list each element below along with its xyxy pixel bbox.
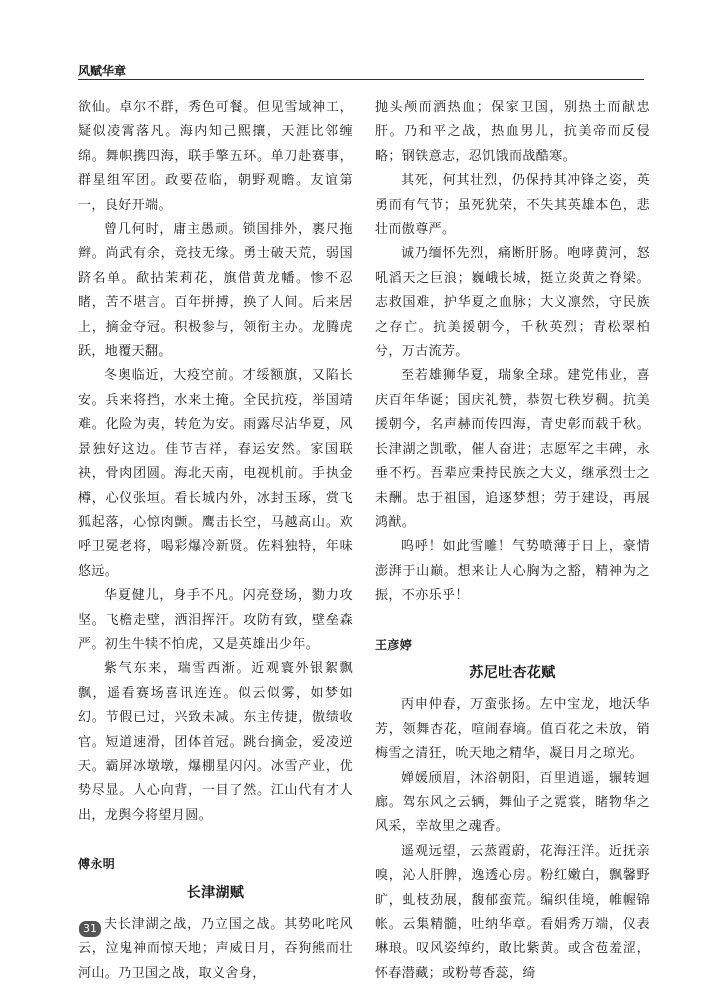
article-title: 长津湖赋 xyxy=(186,884,245,901)
left-intro-paragraph: 欲仙。卓尔不群，秀色可餐。但见雪域神工，疑似凌霄落凡。海内知己熙攘，天涯比邻缠绵。舞帜携四海，联手擎五环。单刀赴赛事，群星组军团。政要莅临，朝野观瞻。友谊第一，良好开端。 xyxy=(78,100,353,213)
author-name: 傅永明 xyxy=(78,857,116,872)
right-paragraph: 诚乃缅怀先烈，痛断肝肠。咆哮黄河，怒吼滔天之巨浪；巍峨长城，挺立炎黄之脊梁。志救国难，护华夏之血脉；大义凛然，守民族之存亡。抗美援朝今，千秋英烈；青松翠柏兮，万古流芳。 xyxy=(375,246,650,360)
article-title: 苏尼吐杏花赋 xyxy=(469,664,556,681)
left-column xyxy=(78,96,353,986)
left-paragraph: 曾几何时，庸主愚顽。锁国排外，裹尺拖辫。尚武有余，竞技无缘。勇士破天荒，弱国跻名单。歃拈茉莉花，旗借黄龙幡。惨不忍睹，苦不堪言。百年拼搏，换了人间。后来居上，摘金夺冠。积极参与，领衔主办。龙腾虎跃，地覆天翻。 xyxy=(78,222,353,360)
author-name: 王彦婷 xyxy=(375,637,413,652)
article-paragraph: 丙申仲春，万蛮张扬。左中宝龙，地沃华芳，领舞杏花，喧闹春墒。值百花之未放，销梅雪之清狂，吮天地之精华，凝日月之琼光。 xyxy=(375,697,650,762)
right-paragraph: 呜呼！如此雪雕！气势喷薄于日上，豪情澎湃于山巅。想来让人心胸为之豁，精神为之振，不亦乐乎！ xyxy=(375,539,650,604)
article-paragraph: 婵媛颀眉，沐浴朝阳，百里逍遥，辗转迴廊。驾东风之云辆，舞仙子之霓裳，睹物华之风采，幸故里之魂香。 xyxy=(375,770,650,835)
right-column xyxy=(375,96,650,986)
left-paragraph: 华夏健儿，身手不凡。闪亮登场，勠力攻坚。飞檐走壁，洒泪挥汗。攻防有致，壁垒森严。初生牛犊不怕虎，又是英雄出少年。 xyxy=(78,588,353,652)
header-divider xyxy=(78,79,644,80)
right-paragraph: 其死，何其壮烈，仍保持其冲锋之姿，英勇而有气节；虽死犹荣，不失其英雄本色，悲壮而傲尊严。 xyxy=(375,173,650,238)
article-paragraph: 夫长津湖之战，乃立国之战。其势叱咤风云，泣鬼神而惊天地；声威日月，吞狗熊而壮河山。乃卫国之战，取义舍身， xyxy=(78,917,353,981)
right-intro-paragraph: 抛头颅而洒热血；保家卫国，别热土而献忠肝。乃和平之战，热血男儿，抗美帝而反侵略；钢铁意志，忍饥饿而战酷寒。 xyxy=(375,100,650,164)
left-paragraph: 冬奥临近，大疫空前。才绥额旗，又陷长安。兵来将挡，水来土掩。全民抗疫，举国靖难。化险为夷，转危为安。雨露尽沾华夏，风景独好这边。佳节吉祥，春运安然。家国联袂，骨肉团圆。海北天南，电视机前。手执金樽，心仪张垣。看长城内外，冰封玉琢，赏飞狐起落，心惊肉颤。鹰击长空，马越高山。欢呼卫冕老将，喝彩爆冷新贤。佐料独特，年味悠远。 xyxy=(78,368,353,579)
left-paragraph: 紫气东来，瑞雪西渐。近观寰外银絮飘飘，遥看赛场喜讯连连。似云似雾，如梦如幻。节假已过，兴致未减。东主传捷，傲绩收官。短道速滑，团体首冠。跳台摘金，爱凌逆天。霸屏冰墩墩，爆棚星闪闪。冰雪产业，优势尽显。人心向背，一目了然。江山代有才人出，龙舆今将望月圆。 xyxy=(78,661,353,823)
spacer xyxy=(78,828,353,852)
right-paragraph: 至若雄狮华夏，瑞象全球。建党伟业，喜庆百年华诞；国庆礼赞，恭贺七秩岁稠。抗美援朝今，名声赫而传四海，青史彰而载千秋。长津湖之凯歌，催人奋进；志愿军之丰碑，永垂不朽。吾辈应秉持民族之大义，继承烈士之未酬。忠于祖国，追逐梦想；劳于建设，再展鸿猷。 xyxy=(375,368,650,530)
spacer xyxy=(375,609,650,633)
article-paragraph: 遥观远望，云蒸霞蔚，花海汪洋。近抚亲嗅，沁人肝脾，逸透心房。粉红嫩白，飘馨野旷，虬枝劲展，馥郁蛮荒。编织佳境，帷幄锦帐。云集精髓，吐纳华章。看娟秀万端，仪表琳琅。叹风姿绰约，敢比紫黄。或含苞羞涩，怀春潜藏；或粉萼香蕊，绮 xyxy=(375,843,650,981)
section-header: 风赋华章 xyxy=(78,64,127,78)
page-number-badge: 31 xyxy=(79,921,101,937)
